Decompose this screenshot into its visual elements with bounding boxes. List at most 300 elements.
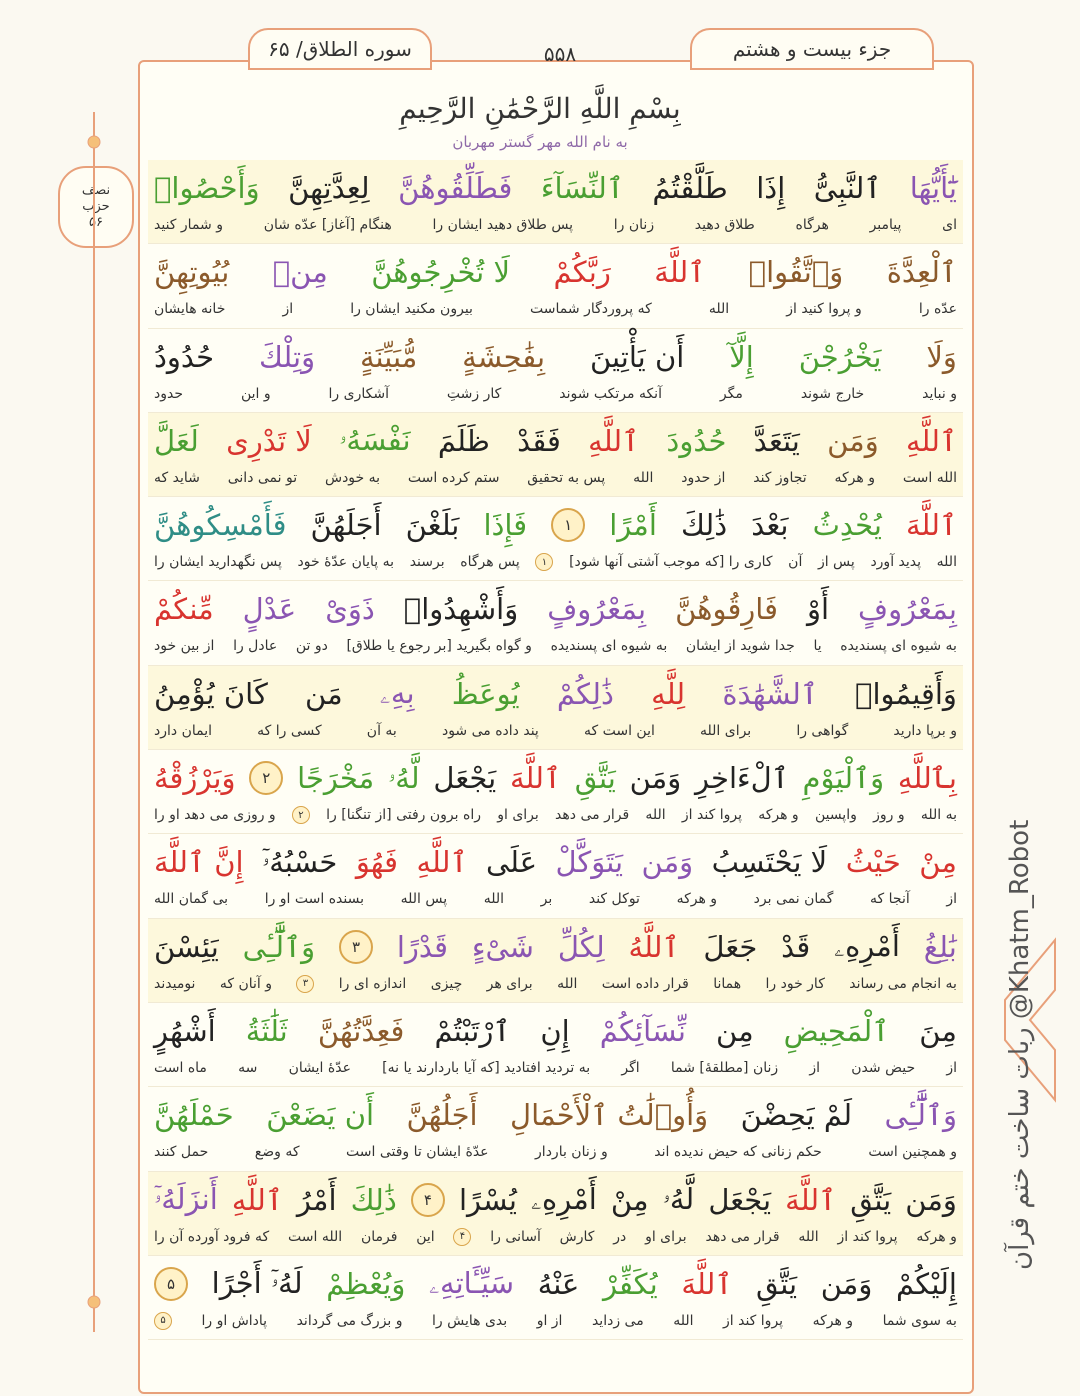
translation-row bbox=[148, 1224, 963, 1250]
arabic-word: ٱلْءَاخِرِ bbox=[695, 761, 789, 796]
word-translation: الله bbox=[936, 554, 957, 571]
word-translation: مگر bbox=[719, 385, 743, 402]
ayah-number-mini: ۱ bbox=[535, 553, 553, 571]
arabic-word: يَتَوَكَّلْ bbox=[555, 845, 624, 880]
ayah-number-marker: ۱ bbox=[551, 508, 585, 542]
word-translation: آنکه مرتکب شوند bbox=[559, 385, 662, 402]
arabic-word: أَمْرِهِۦ bbox=[531, 1182, 597, 1217]
word-translation: هنگام [آغاز] عدّه شان bbox=[263, 217, 392, 233]
arabic-word: ٱلنِّسَآءَ bbox=[540, 171, 624, 205]
arabic-word: يَخْرُجْنَ bbox=[798, 339, 882, 374]
word-translation: الله bbox=[798, 1228, 819, 1245]
arabic-word: ٱللَّهَ bbox=[509, 761, 561, 796]
arabic-word: ثَلَٰثَةُ bbox=[245, 1013, 288, 1048]
word-translation: و گواه بگیرید [بر رجوع یا طلاق] bbox=[346, 638, 532, 655]
arabic-word: أَنزَلَهُۥٓ bbox=[154, 1182, 218, 1217]
arabic-word: لَهُۥٓ أَجْرًا bbox=[211, 1266, 303, 1301]
word-translation: و زنان باردار bbox=[535, 1144, 608, 1161]
word-translation: چیزی bbox=[430, 975, 463, 992]
arabic-word: لَعَلَّ bbox=[154, 423, 199, 458]
word-translation: و هرکه bbox=[834, 469, 876, 486]
word-translation: برای هر bbox=[486, 975, 533, 992]
arabic-word: حَيْثُ bbox=[845, 845, 901, 880]
arabic-word: ٱلشَّهَٰدَةَ bbox=[722, 676, 818, 711]
word-translation: و هرکه bbox=[916, 1228, 957, 1245]
word-translation: همانا bbox=[713, 975, 742, 992]
arabic-word: مِنْ bbox=[610, 1182, 649, 1217]
quran-line bbox=[148, 666, 963, 750]
arabic-word: ٱرْتَبْتُمْ bbox=[434, 1013, 511, 1048]
arabic-word: وَيَرْزُقْهُ bbox=[154, 761, 236, 796]
arabic-word: نِّسَآئِكُمْ bbox=[599, 1013, 686, 1048]
arabic-word: فَعِدَّتُهُنَّ bbox=[317, 1013, 405, 1048]
arabic-word: وَٱلَّٰٓـِٔى bbox=[884, 1098, 957, 1133]
word-translation: و هرکه bbox=[812, 1312, 854, 1329]
arabic-word: أَشْهُرٍ bbox=[154, 1013, 216, 1048]
arabic-word: لَا تُخْرِجُوهُنَّ bbox=[371, 255, 511, 290]
arabic-text-row bbox=[148, 1007, 963, 1055]
word-translation: گواهی را bbox=[796, 722, 849, 739]
arabic-word: عَدْلٍ bbox=[242, 592, 297, 627]
word-translation: حمل کنند bbox=[154, 1144, 209, 1161]
word-translation: قرار داده است bbox=[601, 975, 689, 992]
word-translation: عدّهٔ ایشان تا وقتی است bbox=[346, 1144, 489, 1161]
word-translation: از bbox=[809, 1059, 821, 1076]
arabic-word: ٱلْعِدَّةَ bbox=[886, 255, 957, 290]
word-translation: پاداش او را bbox=[201, 1312, 268, 1329]
word-translation: دو تن bbox=[295, 638, 328, 655]
word-translation: الله bbox=[557, 975, 578, 992]
word-translation: اگر bbox=[621, 1059, 640, 1076]
word-translation: کسی را که bbox=[257, 722, 322, 739]
word-translation: که پروردگار شماست bbox=[530, 301, 652, 318]
arabic-word: لَا يَحْتَسِبُ bbox=[711, 845, 828, 880]
hizb-line1: نصف bbox=[81, 183, 111, 198]
arabic-word: يَٰٓأَيُّهَا bbox=[909, 171, 957, 205]
surah-title bbox=[248, 28, 432, 70]
quran-line bbox=[148, 160, 963, 244]
word-translation: گمان نمی برد bbox=[753, 891, 834, 908]
arabic-word: لَا تَدْرِى bbox=[226, 423, 312, 458]
word-translation: الله است bbox=[902, 469, 957, 486]
arabic-word: إِنَّ ٱللَّهَ bbox=[154, 845, 244, 880]
arabic-word: بَلَغْنَ bbox=[405, 508, 460, 543]
arabic-word: يُسْرًا bbox=[458, 1182, 517, 1217]
page-number: ۵۵۸ bbox=[543, 42, 577, 66]
arabic-word: فَهُوَ bbox=[355, 845, 399, 880]
juz-title bbox=[690, 28, 934, 70]
arabic-word: أَجَلُهُنَّ bbox=[406, 1098, 478, 1133]
arabic-word: وَٱتَّقُوا۟ bbox=[748, 255, 844, 290]
word-translation: در bbox=[613, 1228, 627, 1245]
word-translation: و روزی می دهد او را bbox=[154, 807, 276, 824]
word-translation: پس نگهدارید ایشان را bbox=[154, 554, 282, 571]
ayah-number-marker: ۴ bbox=[411, 1183, 445, 1217]
bismillah-translation: به نام الله مهر گستر مهربان bbox=[452, 133, 628, 151]
word-translation: آشکاری را bbox=[328, 385, 389, 402]
ayah-number-mini: ۳ bbox=[296, 975, 314, 993]
arabic-word: وَيُعْظِمْ bbox=[326, 1266, 406, 1301]
arabic-word: وَأُو۟لَٰتُ ٱلْأَحْمَالِ bbox=[510, 1098, 709, 1133]
arabic-text-row bbox=[148, 838, 963, 886]
arabic-word: طَلَّقْتُمُ bbox=[652, 171, 728, 205]
arabic-word: يَجْعَل bbox=[708, 1182, 772, 1217]
word-translation: عدّه را bbox=[918, 301, 957, 318]
word-translation: پس الله bbox=[400, 891, 448, 908]
word-translation: واپسین bbox=[814, 807, 857, 824]
quran-lines bbox=[148, 160, 963, 1340]
word-translation: بدی هایش را bbox=[432, 1312, 508, 1329]
translation-row bbox=[148, 802, 963, 828]
word-translation: از bbox=[946, 1059, 957, 1076]
arabic-word: أَمْرُ bbox=[296, 1182, 337, 1217]
arabic-word: مِنْ bbox=[919, 845, 957, 880]
translation-row bbox=[148, 1139, 963, 1165]
arabic-word: بِهِۦ bbox=[379, 676, 415, 711]
arabic-word: حُدُودُ bbox=[154, 339, 215, 374]
translation-row bbox=[148, 1308, 963, 1334]
arabic-text-row bbox=[148, 1260, 963, 1308]
quran-line bbox=[148, 329, 963, 413]
word-translation: کارش bbox=[559, 1228, 595, 1245]
word-translation: زنان را bbox=[613, 217, 655, 233]
hizb-line3: ۵۶ bbox=[89, 215, 103, 230]
word-translation: پس هرگاه bbox=[460, 554, 520, 571]
arabic-word: ذَٰلِكَ bbox=[350, 1182, 397, 1217]
ayah-number-marker: ۳ bbox=[339, 930, 373, 964]
arabic-word: فَارِقُوهُنَّ bbox=[675, 592, 779, 627]
word-translation: آن bbox=[788, 554, 803, 571]
word-translation: از bbox=[282, 301, 294, 318]
arabic-word: أَمْرِهِۦ bbox=[834, 929, 900, 964]
word-translation: الله است bbox=[288, 1228, 343, 1245]
arabic-text-row bbox=[148, 923, 963, 971]
arabic-text-row bbox=[148, 501, 963, 549]
word-translation: سه bbox=[238, 1059, 258, 1076]
word-translation: این است که bbox=[583, 722, 655, 739]
word-translation: توکل کند bbox=[588, 891, 640, 908]
quran-line bbox=[148, 750, 963, 834]
word-translation: و این bbox=[240, 385, 271, 402]
arabic-word: إِذَا bbox=[756, 171, 786, 205]
word-translation: آنجا که bbox=[870, 891, 910, 908]
word-translation: برای او bbox=[497, 807, 539, 824]
arabic-word: مِنَ bbox=[919, 1013, 957, 1048]
word-translation: شاید که bbox=[154, 469, 200, 486]
arabic-word: ٱللَّهَ bbox=[681, 1266, 733, 1301]
word-translation: الله bbox=[633, 469, 654, 486]
arabic-word: رَبَّكُمْ bbox=[553, 255, 611, 290]
word-translation: بسنده است او را bbox=[264, 891, 364, 908]
ayah-number-mini: ۲ bbox=[292, 806, 310, 824]
arabic-word: لَّهُۥ bbox=[387, 760, 420, 795]
arabic-word: وَأَحْصُوا۟ bbox=[154, 171, 260, 205]
word-translation: این bbox=[416, 1228, 435, 1245]
translation-row bbox=[148, 971, 963, 997]
arabic-text-row bbox=[148, 670, 963, 718]
arabic-word: ٱلنَّبِىُّ bbox=[813, 171, 882, 205]
ayah-number-mini: ۴ bbox=[453, 1228, 471, 1246]
word-translation: و بزرگ می گرداند bbox=[296, 1312, 403, 1329]
arabic-word: ٱللَّهِ bbox=[416, 845, 468, 880]
arabic-word: بَٰلِغُ bbox=[923, 929, 957, 964]
arabic-word: بُيُوتِهِنَّ bbox=[154, 255, 230, 290]
arabic-word: وَمَن bbox=[629, 761, 682, 796]
quran-line bbox=[148, 413, 963, 497]
arabic-word: ٱللَّهِ bbox=[588, 423, 640, 458]
arabic-word: ٱلْمَحِيضِ bbox=[783, 1013, 890, 1048]
arabic-word: يَجْعَل bbox=[433, 761, 497, 796]
word-translation: پروا کند از bbox=[681, 807, 742, 824]
word-translation: که وضع bbox=[254, 1144, 300, 1161]
arabic-word: يَتَعَدَّ bbox=[753, 423, 800, 458]
quran-line bbox=[148, 1256, 963, 1340]
word-translation: خانه هایشان bbox=[154, 301, 226, 318]
word-translation: بیرون مکنید ایشان را bbox=[350, 301, 473, 318]
arabic-word: حَسْبُهُۥٓ bbox=[262, 844, 338, 879]
arabic-word: أَن يَأْتِينَ bbox=[589, 339, 685, 374]
arabic-word: ٱللَّهِ bbox=[231, 1182, 283, 1217]
word-translation: پس از bbox=[817, 554, 855, 571]
word-translation: الله bbox=[673, 1312, 694, 1329]
word-translation: الله bbox=[483, 891, 505, 908]
arabic-word: ذَوَىْ bbox=[325, 592, 375, 627]
arabic-word: لَّهُۥ bbox=[662, 1182, 695, 1217]
arabic-word: وَمَن bbox=[827, 423, 879, 458]
word-translation: به شیوه ای پسندیده bbox=[550, 638, 668, 655]
arabic-text-row bbox=[148, 585, 963, 633]
hizb-line2: حزب bbox=[82, 199, 110, 214]
arabic-word: وَأَقِيمُوا۟ bbox=[855, 676, 957, 711]
arabic-word: فَإِذَا bbox=[483, 508, 528, 543]
word-translation: به شیوه ای پسندیده bbox=[840, 638, 957, 655]
word-translation: پروا کند از bbox=[837, 1228, 898, 1245]
arabic-word: أَجَلَهُنَّ bbox=[310, 508, 382, 543]
arabic-word: يُكَفِّرْ bbox=[602, 1266, 658, 1301]
arabic-word: ٱللَّهُ bbox=[628, 929, 680, 964]
arabic-word: جَعَلَ bbox=[703, 929, 758, 964]
word-translation: عدّهٔ ایشان bbox=[288, 1059, 351, 1076]
word-translation: عادل را bbox=[233, 638, 278, 655]
word-translation: آسانی را bbox=[490, 1228, 541, 1245]
arabic-word: بِٱللَّهِ bbox=[897, 761, 957, 796]
arabic-word: وَٱلَّٰٓـِٔى bbox=[242, 929, 316, 964]
quran-line bbox=[148, 497, 963, 581]
translation-row bbox=[148, 296, 963, 322]
word-translation: برسند bbox=[409, 554, 445, 571]
word-translation: ای bbox=[942, 217, 957, 233]
word-translation: الله bbox=[708, 301, 730, 318]
arabic-word: ٱللَّهَ bbox=[785, 1182, 837, 1217]
arabic-text-row bbox=[148, 1176, 963, 1224]
watermark: ربات ساخت ختم قرآن @Khatm_Robot bbox=[1005, 819, 1035, 1271]
word-translation: بی گمان الله bbox=[154, 891, 229, 908]
surah-title-text: سوره الطلاق/ ۶۵ bbox=[268, 37, 412, 61]
arabic-word: أَن يَضَعْنَ bbox=[266, 1098, 375, 1133]
arabic-text-row bbox=[148, 417, 963, 465]
arabic-word: لِكُلِّ bbox=[557, 929, 605, 964]
word-translation: پند داده می شود bbox=[441, 722, 539, 739]
arabic-word: ٱللَّهِ bbox=[906, 423, 957, 458]
word-translation: پیامبر bbox=[869, 217, 902, 233]
arabic-word: حَمْلَهُنَّ bbox=[154, 1098, 234, 1133]
word-translation: از بین خود bbox=[154, 638, 215, 655]
ayah-number-marker: ۲ bbox=[249, 761, 283, 795]
word-translation: به الله bbox=[920, 807, 957, 824]
arabic-word: يَئِسْنَ bbox=[154, 929, 219, 964]
word-translation: قرار می دهد bbox=[555, 807, 630, 824]
arabic-text-row bbox=[148, 1091, 963, 1139]
translation-row bbox=[148, 1055, 963, 1081]
arabic-word: أَمْرًا bbox=[609, 508, 657, 543]
quran-line bbox=[148, 834, 963, 918]
arabic-word: عَنْهُ bbox=[537, 1266, 580, 1301]
arabic-word: بِمَعْرُوفٍ bbox=[547, 592, 647, 627]
ayah-number-mini: ۵ bbox=[154, 1312, 172, 1330]
arabic-word: وَلَا bbox=[926, 339, 957, 374]
translation-row bbox=[148, 465, 963, 491]
arabic-word: لِعِدَّتِهِنَّ bbox=[288, 171, 370, 205]
arabic-word: مَن bbox=[305, 676, 343, 711]
arabic-word: يَتَّقِ bbox=[756, 1266, 798, 1301]
word-translation: و شمار کنید bbox=[154, 217, 223, 233]
arabic-word: وَمَن bbox=[820, 1266, 873, 1301]
arabic-word: وَٱلْيَوْمِ bbox=[802, 761, 885, 796]
word-translation: به انجام می رساند bbox=[849, 975, 957, 992]
arabic-text-row bbox=[148, 754, 963, 802]
arabic-word: أَوْ bbox=[807, 592, 830, 627]
word-translation: می زداید bbox=[591, 1312, 644, 1329]
word-translation: و نباید bbox=[922, 385, 957, 402]
word-translation: خارج شوند bbox=[800, 385, 865, 402]
arabic-word: مُّبَيِّنَةٍ bbox=[359, 339, 418, 374]
quran-line bbox=[148, 1172, 963, 1256]
arabic-word: يَتَّقِ bbox=[850, 1182, 892, 1217]
word-translation: تو نمی دانی bbox=[227, 469, 298, 486]
bismillah: بِسْمِ اللَّهِ الرَّحْمَٰنِ الرَّحِيمِ bbox=[399, 92, 681, 125]
arabic-word: عَلَى bbox=[485, 845, 538, 880]
left-border-ornament bbox=[82, 112, 106, 1332]
arabic-text-row bbox=[148, 248, 963, 296]
arabic-word: حُدُودَ bbox=[666, 423, 727, 458]
arabic-word: بِمَعْرُوفٍ bbox=[858, 592, 957, 627]
translation-row bbox=[148, 886, 963, 912]
word-translation: به سوی شما bbox=[882, 1312, 957, 1329]
word-translation: برای الله bbox=[699, 722, 752, 739]
word-translation: کار خود را bbox=[765, 975, 825, 992]
word-translation: زنان [مطلقهٔ] شما bbox=[670, 1059, 779, 1076]
arabic-word: لِلَّهِ bbox=[651, 676, 686, 711]
word-translation: پس به تحقیق bbox=[527, 469, 606, 486]
word-translation: و روز bbox=[873, 807, 905, 824]
word-translation: به خودش bbox=[324, 469, 381, 486]
word-translation: ستم کرده است bbox=[407, 469, 500, 486]
word-translation: جدا شوید از ایشان bbox=[685, 638, 795, 655]
arabic-word: وَأَشْهِدُوا۟ bbox=[403, 592, 519, 627]
ayah-number-marker: ۵ bbox=[154, 1267, 188, 1301]
arabic-word: يُوعَظُ bbox=[451, 676, 520, 711]
translation-row bbox=[148, 212, 963, 238]
juz-title-text: جزء بیست و هشتم bbox=[732, 37, 892, 61]
arabic-word: مِّنكُمْ bbox=[154, 592, 214, 627]
word-translation: حیض شدن bbox=[851, 1059, 916, 1076]
arabic-word: مِن bbox=[716, 1013, 754, 1048]
translation-row bbox=[148, 718, 963, 744]
arabic-word: وَمَن bbox=[905, 1182, 957, 1217]
word-translation: و هرکه bbox=[676, 891, 718, 908]
word-translation: اندازه ای را bbox=[338, 975, 407, 992]
word-translation: و هرکه bbox=[758, 807, 799, 824]
arabic-word: فَقَدْ bbox=[517, 423, 561, 458]
quran-line bbox=[148, 1003, 963, 1087]
arabic-word: كَانَ يُؤْمِنُ bbox=[154, 676, 268, 711]
word-translation: از او bbox=[536, 1312, 563, 1329]
word-translation: از حدود bbox=[681, 469, 726, 486]
word-translation: برای او bbox=[645, 1228, 687, 1245]
word-translation: بر bbox=[540, 891, 553, 908]
arabic-word: وَتِلْكَ bbox=[258, 339, 316, 374]
quran-line bbox=[148, 1087, 963, 1171]
arabic-word: ظَلَمَ bbox=[437, 423, 490, 458]
arabic-word: مِنۢ bbox=[272, 255, 328, 290]
word-translation: به پایان عدّهٔ خود bbox=[297, 554, 395, 571]
word-translation: به تردید افتادید [که آیا باردارند یا نه] bbox=[382, 1059, 591, 1076]
word-translation: حدود bbox=[154, 385, 183, 402]
arabic-word: فَطَلِّقُوهُنَّ bbox=[398, 171, 513, 205]
word-translation: فرمان bbox=[360, 1228, 398, 1245]
translation-row bbox=[148, 549, 963, 575]
arabic-word: يَتَّقِ bbox=[574, 761, 616, 796]
arabic-word: إِلَّآ bbox=[729, 339, 754, 374]
arabic-word: إِلَيْكُمْ bbox=[896, 1266, 957, 1301]
arabic-word: إِنِ bbox=[540, 1013, 570, 1048]
arabic-word: شَىْءٍ bbox=[471, 929, 534, 964]
word-translation: پدید آورد bbox=[870, 554, 922, 571]
arabic-word: بَعْدَ bbox=[751, 508, 789, 543]
arabic-word: نَفْسَهُۥ bbox=[339, 423, 411, 458]
translation-row bbox=[148, 633, 963, 659]
word-translation: ماه است bbox=[154, 1059, 207, 1076]
word-translation: کاری را [که موجب آشتی آنها شود] bbox=[569, 554, 773, 571]
translation-row bbox=[148, 381, 963, 407]
word-translation: پروا کند از bbox=[723, 1312, 784, 1329]
arabic-word: ٱللَّهَ bbox=[905, 508, 957, 543]
arabic-word: لَمْ يَحِضْنَ bbox=[740, 1098, 853, 1133]
quran-line bbox=[148, 244, 963, 328]
quran-line bbox=[148, 919, 963, 1003]
word-translation: قرار می دهد bbox=[705, 1228, 780, 1245]
word-translation: یا bbox=[813, 638, 822, 655]
word-translation: طلاق دهید bbox=[694, 217, 755, 233]
word-translation: هرگاه bbox=[795, 217, 829, 233]
word-translation: پس طلاق دهید ایشان را bbox=[432, 217, 574, 233]
arabic-word: وَمَن bbox=[641, 845, 694, 880]
arabic-word: يُحْدِثُ bbox=[812, 508, 882, 543]
arabic-word: سَيِّـَٔاتِهِۦ bbox=[429, 1266, 515, 1301]
arabic-word: ذَٰلِكُمْ bbox=[556, 676, 614, 711]
arabic-text-row bbox=[148, 333, 963, 381]
word-translation: به آن bbox=[366, 722, 397, 739]
word-translation: و همچنین است bbox=[868, 1144, 957, 1161]
word-translation: راه برون رفتی [از تنگنا] را bbox=[326, 807, 481, 824]
word-translation: از bbox=[946, 891, 957, 908]
arabic-word: قَدْرًا bbox=[396, 929, 449, 964]
arabic-word: فَأَمْسِكُوهُنَّ bbox=[154, 508, 287, 543]
word-translation: و برپا دارید bbox=[893, 722, 957, 739]
arabic-word: بِفَٰحِشَةٍ bbox=[462, 339, 546, 374]
word-translation: الله bbox=[645, 807, 666, 824]
word-translation: کار زشتِ bbox=[446, 385, 502, 402]
